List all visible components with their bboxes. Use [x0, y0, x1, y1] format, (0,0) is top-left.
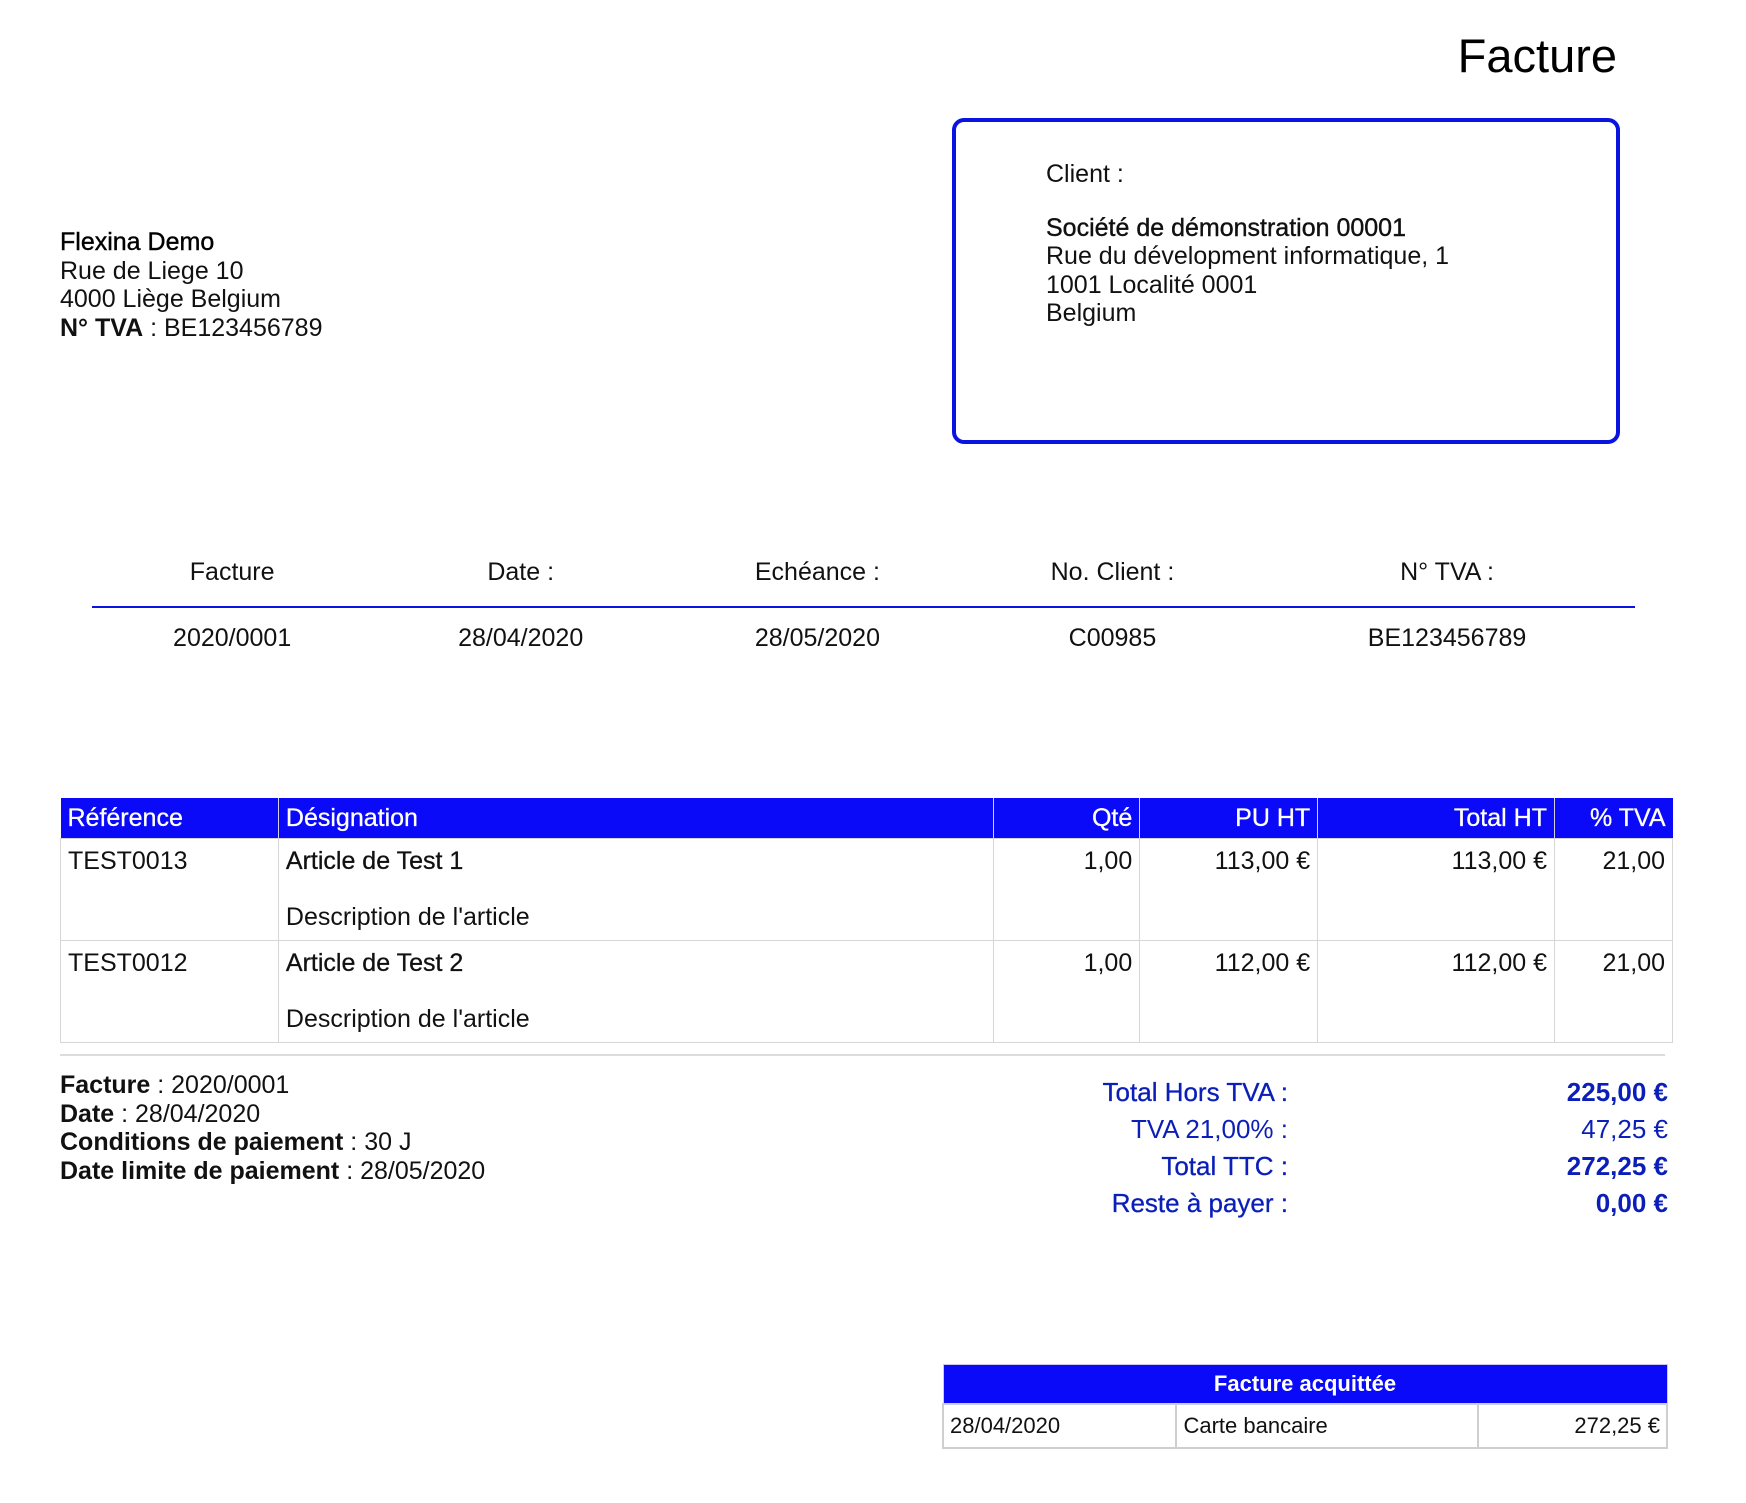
item-unit-price: 112,00 €: [1140, 941, 1318, 1043]
table-row: [61, 941, 1673, 1043]
meta-header-client-no: No. Client :: [966, 556, 1259, 607]
table-row: [943, 1404, 1667, 1448]
total-excl-vat-value: 225,00 €: [1566, 1077, 1668, 1107]
seller-address: [60, 228, 322, 342]
payment-date: 28/04/2020: [943, 1404, 1176, 1448]
item-reference: TEST0012: [61, 941, 279, 1043]
total-excl-vat-label: Total Hors TVA :: [1102, 1077, 1288, 1107]
payment-terms: [60, 1071, 485, 1185]
col-reference: Référence: [61, 798, 279, 839]
col-total-ht: Total HT: [1318, 798, 1555, 839]
payment-amount: 272,25 €: [1478, 1404, 1668, 1448]
terms-invoice: Facture : 2020/0001: [60, 1071, 290, 1099]
meta-client-number: C00985: [1068, 623, 1157, 652]
item-designation: [278, 839, 993, 941]
item-unit-price: 113,00 €: [1140, 839, 1318, 941]
item-name: Article de Test 1: [285, 847, 464, 875]
col-unit-price: PU HT: [1140, 798, 1318, 839]
vat-label: TVA 21,00% :: [1130, 1114, 1288, 1144]
total-incl-vat-value: 272,25 €: [1566, 1151, 1668, 1181]
seller-street: Rue de Liege 10: [60, 256, 244, 285]
meta-header-invoice: Facture: [92, 556, 372, 607]
document-title: Facture: [1457, 29, 1617, 82]
meta-due-date: 28/05/2020: [754, 623, 880, 652]
item-description: Description de l'article: [285, 1005, 530, 1033]
divider: [60, 1054, 1665, 1056]
item-qty: 1,00: [994, 839, 1140, 941]
terms-date: Date : 28/04/2020: [60, 1099, 261, 1128]
col-designation: Désignation: [278, 798, 993, 839]
total-excl-vat-row: [1060, 1074, 1668, 1111]
client-street: Rue du dévelopment informatique, 1: [1046, 242, 1450, 270]
terms-conditions: Conditions de paiement : 30 J: [60, 1128, 412, 1156]
client-name: Société de démonstration 00001: [1046, 213, 1406, 242]
seller-vat-value: : BE123456789: [143, 313, 323, 342]
total-incl-vat-row: [1060, 1148, 1668, 1185]
balance-due-row: [1060, 1185, 1668, 1222]
payment-received-title: Facture acquittée: [943, 1365, 1667, 1405]
col-qty: Qté: [994, 798, 1140, 839]
balance-due-label: Reste à payer :: [1111, 1188, 1288, 1218]
total-incl-vat-label: Total TTC :: [1161, 1151, 1288, 1181]
seller-name: Flexina Demo: [60, 228, 215, 256]
payment-method: Carte bancaire: [1176, 1404, 1477, 1448]
item-vat-rate: 21,00: [1554, 941, 1672, 1043]
item-designation: [278, 941, 993, 1043]
item-total-ht: 112,00 €: [1318, 941, 1555, 1043]
client-city: 1001 Localité 0001: [1046, 270, 1258, 299]
invoice-meta-table: [92, 556, 1635, 668]
meta-header-vat: N° TVA :: [1259, 556, 1635, 607]
meta-vat-number: BE123456789: [1367, 623, 1527, 652]
table-row: [61, 839, 1673, 941]
item-name: Article de Test 2: [285, 949, 464, 977]
vat-value: 47,25 €: [1581, 1114, 1668, 1144]
item-reference: TEST0013: [61, 839, 279, 941]
balance-due-value: 0,00 €: [1595, 1188, 1668, 1218]
item-vat-rate: 21,00: [1554, 839, 1672, 941]
line-items-table: [60, 798, 1673, 1043]
payment-received-table: [942, 1364, 1668, 1449]
item-description: Description de l'article: [285, 903, 530, 931]
meta-header-due: Echéance :: [669, 556, 966, 607]
client-label: Client :: [1046, 160, 1124, 188]
col-vat-rate: % TVA: [1554, 798, 1672, 839]
item-qty: 1,00: [994, 941, 1140, 1043]
seller-vat: [60, 314, 322, 343]
seller-city: 4000 Liège Belgium: [60, 285, 281, 313]
vat-row: [1060, 1111, 1668, 1148]
client-address-box: [952, 118, 1620, 444]
item-total-ht: 113,00 €: [1318, 839, 1555, 941]
meta-date: 28/04/2020: [458, 623, 584, 652]
totals-summary: [1060, 1074, 1668, 1222]
meta-invoice-number: 2020/0001: [173, 623, 292, 652]
client-country: Belgium: [1046, 299, 1137, 327]
seller-vat-label: N° TVA: [60, 313, 144, 342]
terms-due-date: Date limite de paiement : 28/05/2020: [60, 1156, 486, 1185]
meta-header-date: Date :: [372, 556, 669, 607]
